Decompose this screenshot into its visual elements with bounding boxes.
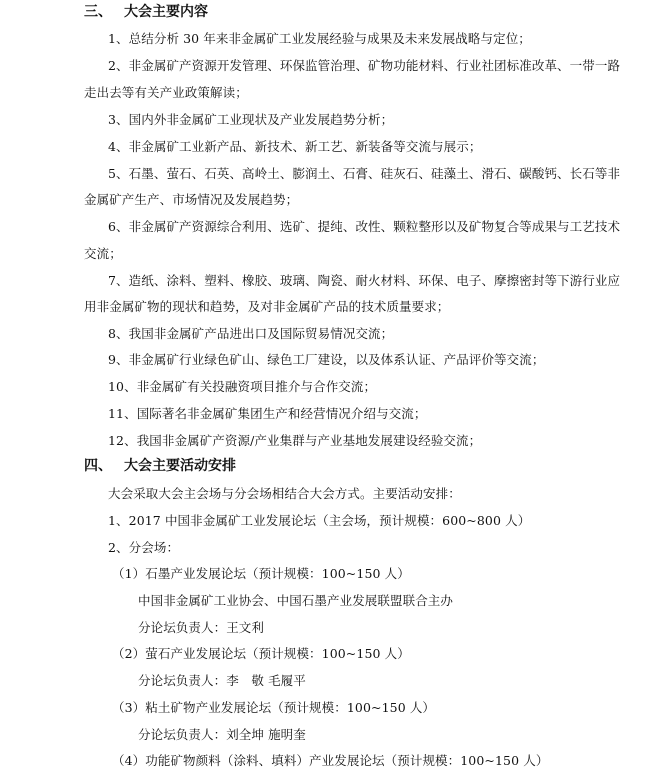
sub-forum-title: （4）功能矿物颜料（涂料、填料）产业发展论坛（预计规模：100~150 人） [112,753,549,768]
paragraph-line: 3、国内外非金属矿工业现状及产业发展趋势分析； [108,112,394,127]
paragraph-line: 金属矿产生产、市场情况及发展趋势； [84,192,299,207]
paragraph-line: 1、总结分析 30 年来非金属矿工业发展经验与成果及未来发展战略与定位； [108,31,531,46]
paragraph-line: 7、造纸、涂料、塑料、橡胶、玻璃、陶瓷、耐火材料、环保、电子、摩擦密封等下游行业应 [108,273,621,288]
section-number: 三、 [84,4,112,20]
section-heading-3 [84,2,208,22]
section-number: 四、 [84,458,112,474]
sub-forum-lead: 分论坛负责人：刘全坤 施明奎 [138,727,306,742]
paragraph-line: 10、非金属矿有关投融资项目推介与合作交流； [108,379,377,394]
paragraph-line: 9、非金属矿行业绿色矿山、绿色工厂建设，以及体系认证、产品评价等交流； [108,352,545,367]
section-title: 大会主要内容 [124,4,208,20]
sub-forum-lead: 分论坛负责人：李 敬 毛履平 [138,673,306,688]
paragraph-line: 4、非金属矿工业新产品、新技术、新工艺、新装备等交流与展示； [108,139,482,154]
sub-forum-host: 中国非金属矿工业协会、中国石墨产业发展联盟联合主办 [138,593,454,608]
sub-forum-title: （1）石墨产业发展论坛（预计规模：100~150 人） [112,566,410,581]
sub-forum-title: （2）萤石产业发展论坛（预计规模：100~150 人） [112,646,410,661]
paragraph-line: 2、非金属矿产资源开发管理、环保监管治理、矿物功能材料、行业社团标准改革、一带一路 [108,58,621,73]
paragraph-line: 11、国际著名非金属矿集团生产和经营情况介绍与交流； [108,406,427,421]
paragraph-line: 交流； [84,246,122,261]
paragraph-line: 6、非金属矿产资源综合利用、选矿、提纯、改性、颗粒整形以及矿物复合等成果与工艺技术 [108,219,621,234]
section-heading-4 [84,456,236,476]
paragraph-line: 12、我国非金属矿产资源/产业集群与产业基地发展建设经验交流； [108,433,482,448]
forum-line: 1、2017 中国非金属矿工业发展论坛（主会场，预计规模：600~800 人） [108,513,531,528]
sub-forum-lead: 分论坛负责人：王文利 [138,620,265,635]
paragraph-line: 8、我国非金属矿产品进出口及国际贸易情况交流； [108,326,394,341]
sub-label: 2、分会场： [108,540,180,555]
sub-forum-title: （3）粘土矿物产业发展论坛（预计规模：100~150 人） [112,700,436,715]
paragraph-line: 走出去等有关产业政策解读； [84,85,248,100]
section-title: 大会主要活动安排 [124,458,236,474]
paragraph-line: 用非金属矿物的现状和趋势，及对非金属矿产品的技术质量要求； [84,299,450,314]
intro-line: 大会采取大会主会场与分会场相结合大会方式。主要活动安排： [108,486,461,501]
paragraph-line: 5、石墨、萤石、石英、高岭土、膨润土、石膏、硅灰石、硅藻土、滑石、碳酸钙、长石等非 [108,166,621,181]
